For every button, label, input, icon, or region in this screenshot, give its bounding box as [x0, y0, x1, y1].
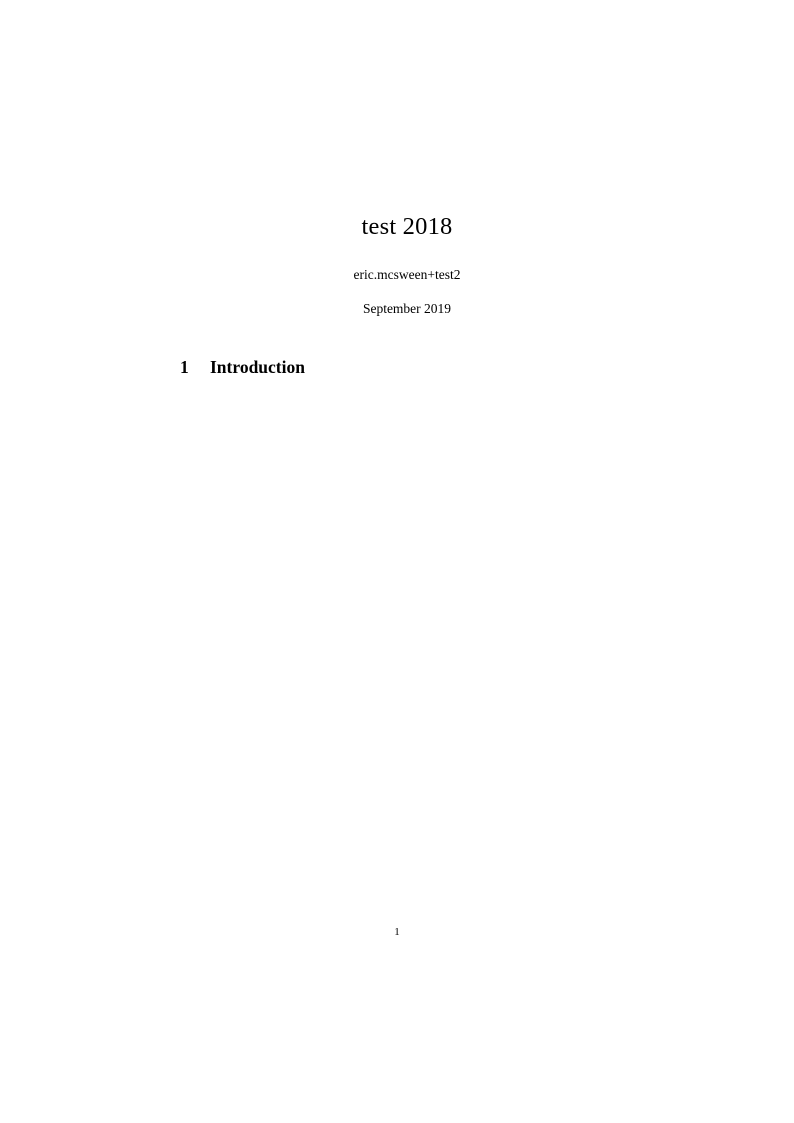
- section-heading-introduction: [180, 357, 644, 378]
- section-number: 1: [180, 356, 189, 377]
- document-body: [170, 0, 644, 378]
- section-title: Introduction: [210, 356, 305, 377]
- document-author: eric.mcsween+test2: [353, 267, 461, 283]
- page-title: test 2018: [361, 213, 453, 240]
- page-number: 1: [394, 926, 400, 938]
- document-date: September 2019: [362, 300, 452, 316]
